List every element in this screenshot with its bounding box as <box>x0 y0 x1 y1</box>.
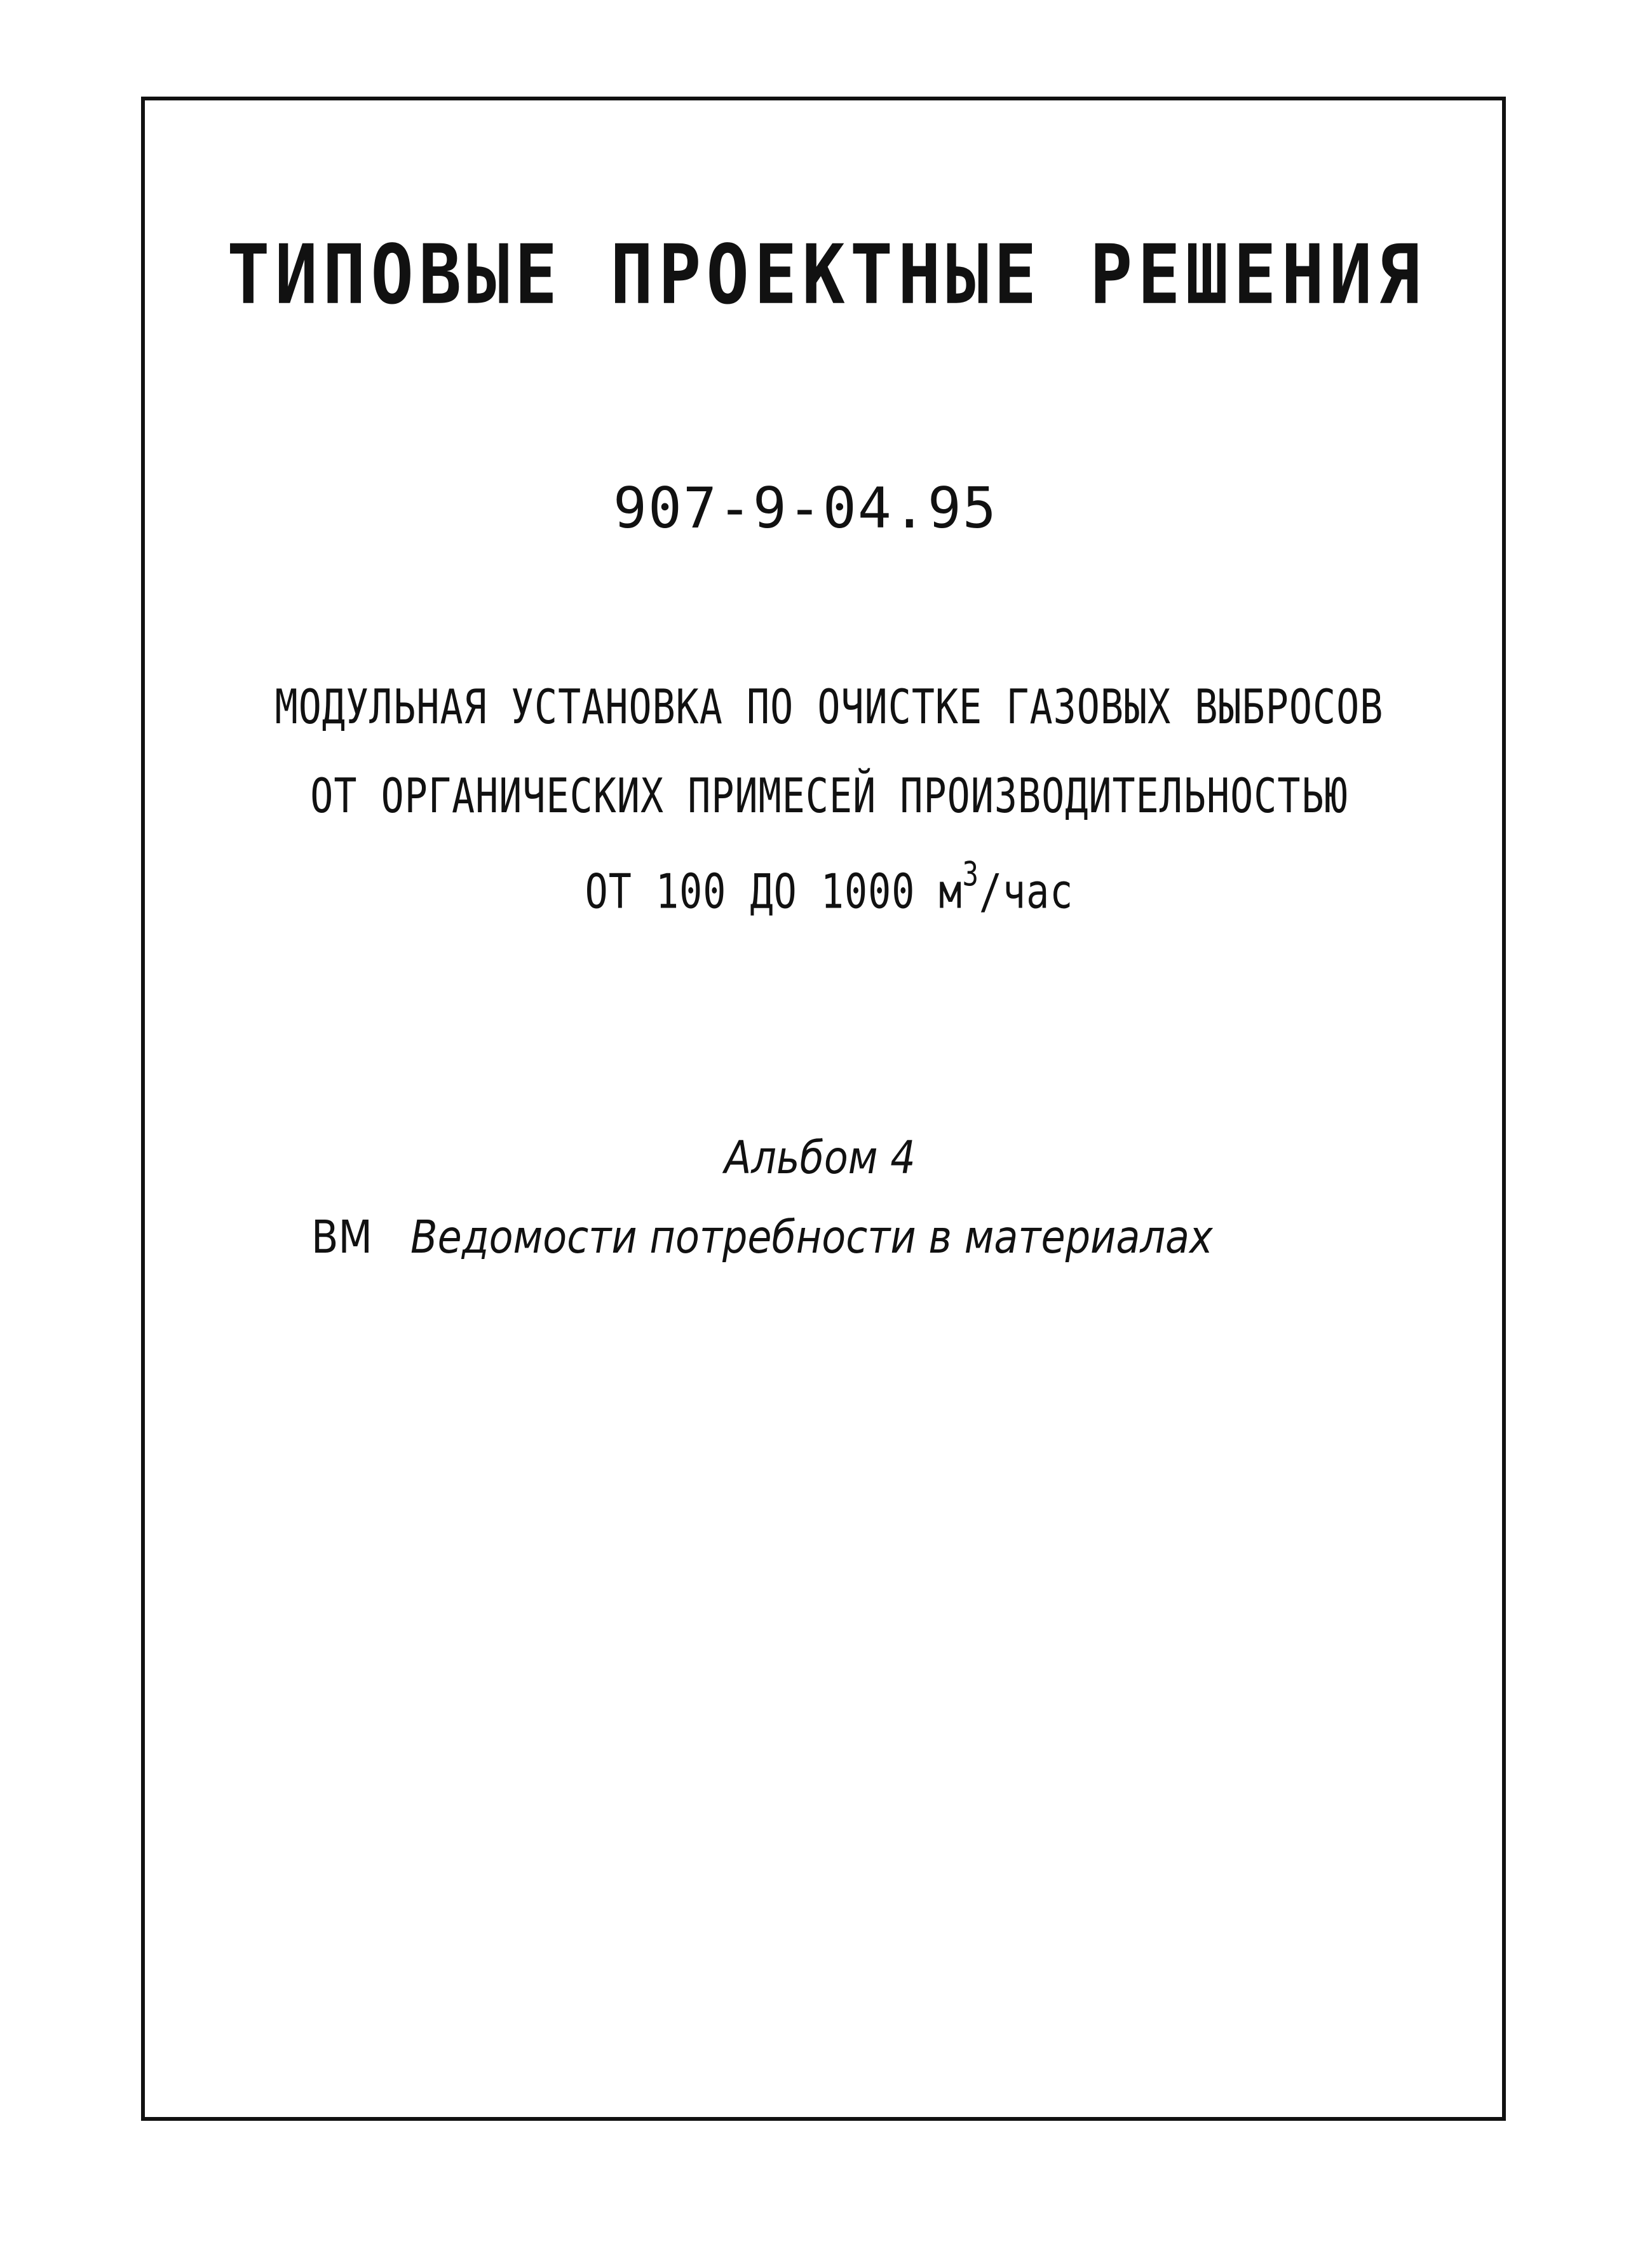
capacity-range: ОТ 100 ДО 1000 м <box>585 864 963 920</box>
description-line-3 <box>152 855 1506 920</box>
description-line-1: МОДУЛЬНАЯ УСТАНОВКА ПО ОЧИСТКЕ ГАЗОВЫХ ВЫБРОСОВ <box>274 679 1384 735</box>
description-line-2: ОТ ОРГАНИЧЕСКИХ ПРИМЕСЕЙ ПРОИЗВОДИТЕЛЬНОСТЬЮ <box>310 768 1348 824</box>
unit-per-hour: /час <box>978 864 1074 920</box>
document-number: 907-9-04.95 <box>613 475 998 541</box>
unit-superscript: 3 <box>962 854 979 894</box>
document-title: ТИПОВЫЕ ПРОЕКТНЫЕ РЕШЕНИЯ <box>227 228 1425 323</box>
section-code: ВМ <box>311 1210 373 1264</box>
page-border-frame <box>141 97 1506 2121</box>
section-title: Ведомости потребности в материалах <box>410 1210 1213 1264</box>
album-label: Альбом 4 <box>724 1131 916 1185</box>
section-row <box>311 1211 1455 1264</box>
